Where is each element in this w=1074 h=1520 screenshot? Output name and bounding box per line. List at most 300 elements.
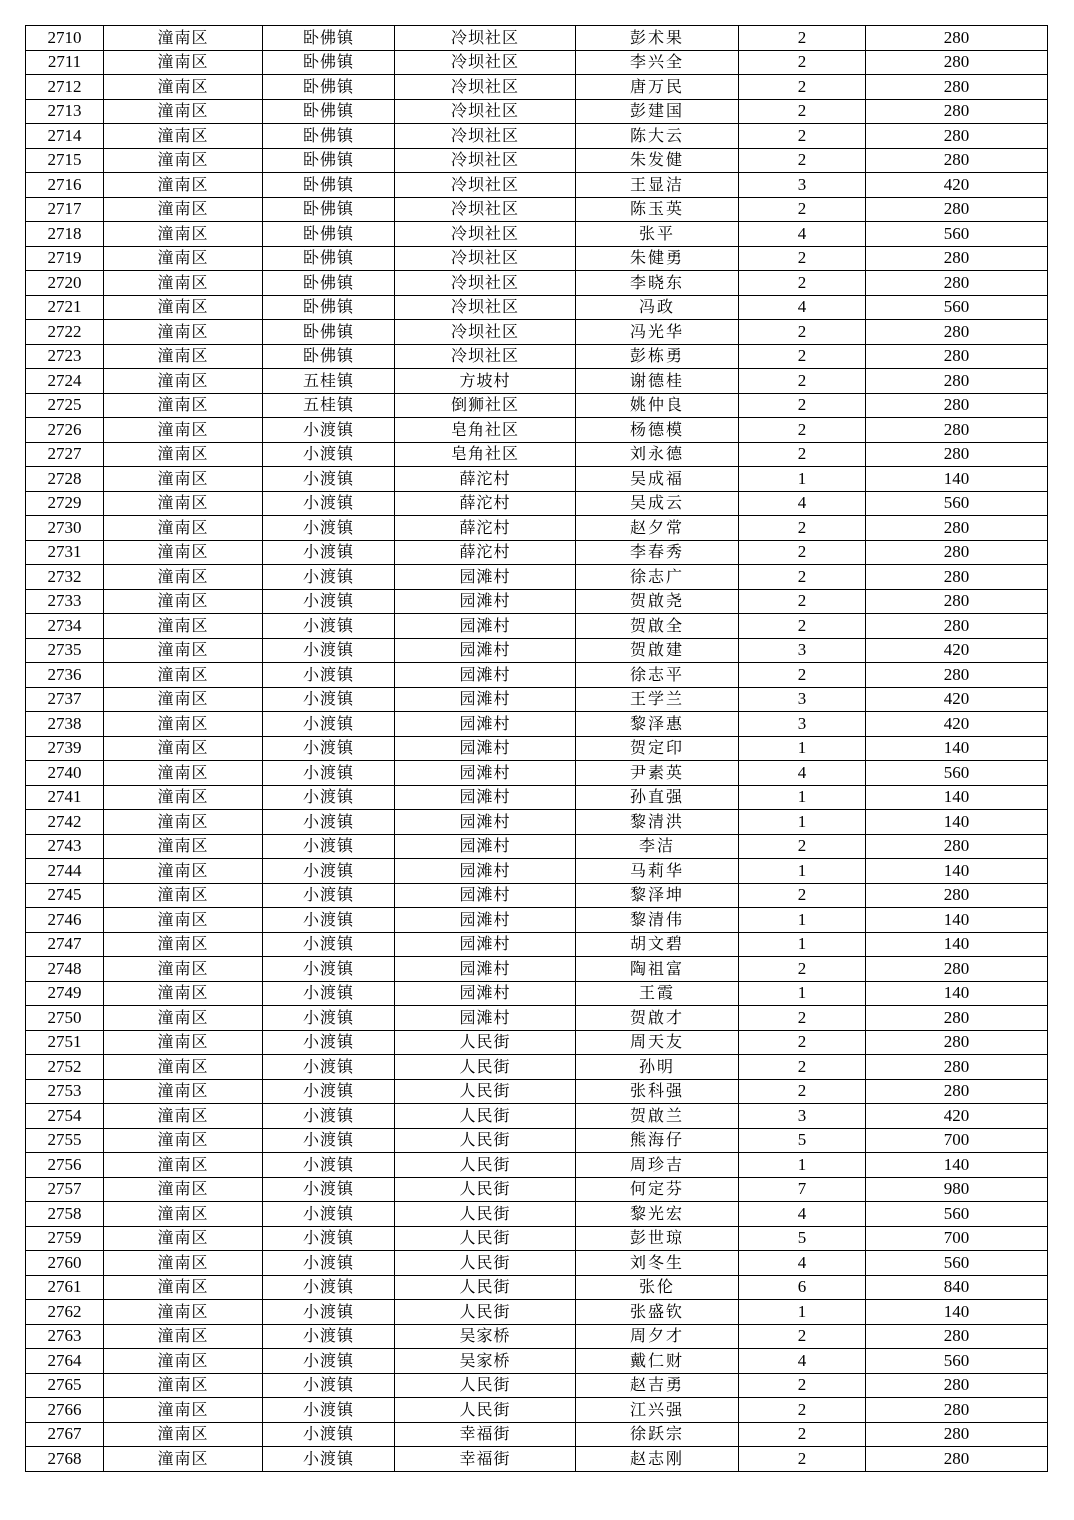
town-cell: 小渡镇 (263, 516, 395, 541)
household-count-cell: 2 (739, 1055, 866, 1080)
row-number: 2729 (26, 491, 104, 516)
name-cell: 孙明 (576, 1055, 739, 1080)
town-cell: 小渡镇 (263, 1324, 395, 1349)
name-cell: 杨德模 (576, 418, 739, 443)
town-cell: 卧佛镇 (263, 295, 395, 320)
amount-cell: 280 (866, 1398, 1048, 1423)
household-count-cell: 1 (739, 1300, 866, 1325)
table-row (26, 687, 1048, 712)
row-number: 2747 (26, 932, 104, 957)
household-count-cell: 2 (739, 246, 866, 271)
name-cell: 刘冬生 (576, 1251, 739, 1276)
name-cell: 马莉华 (576, 859, 739, 884)
household-count-cell: 2 (739, 614, 866, 639)
household-count-cell: 5 (739, 1226, 866, 1251)
district-cell: 潼南区 (104, 320, 263, 345)
amount-cell: 280 (866, 50, 1048, 75)
name-cell: 戴仁财 (576, 1349, 739, 1374)
table-row (26, 908, 1048, 933)
row-number: 2743 (26, 834, 104, 859)
town-cell: 小渡镇 (263, 1251, 395, 1276)
household-count-cell: 2 (739, 320, 866, 345)
village-cell: 薛沱村 (395, 516, 576, 541)
district-cell: 潼南区 (104, 1300, 263, 1325)
table-row (26, 442, 1048, 467)
name-cell: 周天友 (576, 1030, 739, 1055)
row-number: 2746 (26, 908, 104, 933)
amount-cell: 280 (866, 883, 1048, 908)
table-row (26, 50, 1048, 75)
household-count-cell: 6 (739, 1275, 866, 1300)
town-cell: 卧佛镇 (263, 173, 395, 198)
district-cell: 潼南区 (104, 1006, 263, 1031)
district-cell: 潼南区 (104, 883, 263, 908)
name-cell: 周夕才 (576, 1324, 739, 1349)
table-row (26, 663, 1048, 688)
row-number: 2710 (26, 26, 104, 51)
household-count-cell: 5 (739, 1128, 866, 1153)
amount-cell: 280 (866, 369, 1048, 394)
table-row (26, 75, 1048, 100)
amount-cell: 280 (866, 663, 1048, 688)
household-count-cell: 1 (739, 981, 866, 1006)
town-cell: 小渡镇 (263, 1300, 395, 1325)
town-cell: 卧佛镇 (263, 344, 395, 369)
household-count-cell: 4 (739, 1202, 866, 1227)
row-number: 2714 (26, 124, 104, 149)
amount-cell: 140 (866, 785, 1048, 810)
name-cell: 何定芬 (576, 1177, 739, 1202)
row-number: 2750 (26, 1006, 104, 1031)
amount-cell: 280 (866, 99, 1048, 124)
table-row (26, 736, 1048, 761)
district-cell: 潼南区 (104, 638, 263, 663)
row-number: 2717 (26, 197, 104, 222)
town-cell: 小渡镇 (263, 614, 395, 639)
village-cell: 人民街 (395, 1055, 576, 1080)
table-row (26, 1300, 1048, 1325)
district-cell: 潼南区 (104, 1398, 263, 1423)
name-cell: 黎泽坤 (576, 883, 739, 908)
district-cell: 潼南区 (104, 1422, 263, 1447)
village-cell: 倒狮社区 (395, 393, 576, 418)
district-cell: 潼南区 (104, 614, 263, 639)
table-row (26, 540, 1048, 565)
row-number: 2738 (26, 712, 104, 737)
town-cell: 小渡镇 (263, 1275, 395, 1300)
name-cell: 吴成福 (576, 467, 739, 492)
amount-cell: 280 (866, 957, 1048, 982)
village-cell: 冷坝社区 (395, 271, 576, 296)
row-number: 2732 (26, 565, 104, 590)
village-cell: 园滩村 (395, 883, 576, 908)
district-cell: 潼南区 (104, 785, 263, 810)
row-number: 2737 (26, 687, 104, 712)
town-cell: 小渡镇 (263, 1373, 395, 1398)
table-row (26, 614, 1048, 639)
household-count-cell: 2 (739, 883, 866, 908)
name-cell: 王显洁 (576, 173, 739, 198)
table-row (26, 1398, 1048, 1423)
household-count-cell: 1 (739, 467, 866, 492)
amount-cell: 280 (866, 589, 1048, 614)
district-cell: 潼南区 (104, 295, 263, 320)
town-cell: 卧佛镇 (263, 26, 395, 51)
amount-cell: 140 (866, 736, 1048, 761)
name-cell: 孙直强 (576, 785, 739, 810)
table-row (26, 638, 1048, 663)
district-cell: 潼南区 (104, 467, 263, 492)
district-cell: 潼南区 (104, 908, 263, 933)
row-number: 2730 (26, 516, 104, 541)
amount-cell: 560 (866, 222, 1048, 247)
table-row (26, 320, 1048, 345)
town-cell: 小渡镇 (263, 1055, 395, 1080)
town-cell: 卧佛镇 (263, 50, 395, 75)
household-count-cell: 4 (739, 1251, 866, 1276)
household-count-cell: 2 (739, 26, 866, 51)
name-cell: 彭栋勇 (576, 344, 739, 369)
household-count-cell: 2 (739, 271, 866, 296)
amount-cell: 280 (866, 442, 1048, 467)
name-cell: 贺啟兰 (576, 1104, 739, 1129)
household-count-cell: 3 (739, 687, 866, 712)
town-cell: 五桂镇 (263, 369, 395, 394)
table-row (26, 295, 1048, 320)
table-row (26, 1006, 1048, 1031)
amount-cell: 560 (866, 761, 1048, 786)
name-cell: 赵吉勇 (576, 1373, 739, 1398)
village-cell: 园滩村 (395, 589, 576, 614)
town-cell: 小渡镇 (263, 712, 395, 737)
household-count-cell: 2 (739, 124, 866, 149)
district-cell: 潼南区 (104, 712, 263, 737)
row-number: 2763 (26, 1324, 104, 1349)
row-number: 2725 (26, 393, 104, 418)
name-cell: 彭世琼 (576, 1226, 739, 1251)
row-number: 2731 (26, 540, 104, 565)
name-cell: 冯光华 (576, 320, 739, 345)
district-cell: 潼南区 (104, 393, 263, 418)
district-cell: 潼南区 (104, 1251, 263, 1276)
district-cell: 潼南区 (104, 222, 263, 247)
amount-cell: 420 (866, 1104, 1048, 1129)
household-count-cell: 4 (739, 761, 866, 786)
village-cell: 吴家桥 (395, 1349, 576, 1374)
name-cell: 贺啟建 (576, 638, 739, 663)
table-row (26, 565, 1048, 590)
district-cell: 潼南区 (104, 516, 263, 541)
table-row (26, 173, 1048, 198)
district-cell: 潼南区 (104, 957, 263, 982)
table-row (26, 589, 1048, 614)
row-number: 2766 (26, 1398, 104, 1423)
row-number: 2718 (26, 222, 104, 247)
household-count-cell: 4 (739, 295, 866, 320)
row-number: 2736 (26, 663, 104, 688)
district-cell: 潼南区 (104, 1030, 263, 1055)
district-cell: 潼南区 (104, 687, 263, 712)
table-row (26, 1177, 1048, 1202)
amount-cell: 700 (866, 1128, 1048, 1153)
household-count-cell: 2 (739, 516, 866, 541)
table-row (26, 761, 1048, 786)
village-cell: 冷坝社区 (395, 173, 576, 198)
village-cell: 园滩村 (395, 1006, 576, 1031)
amount-cell: 840 (866, 1275, 1048, 1300)
amount-cell: 280 (866, 1006, 1048, 1031)
village-cell: 冷坝社区 (395, 99, 576, 124)
household-count-cell: 2 (739, 393, 866, 418)
district-cell: 潼南区 (104, 761, 263, 786)
town-cell: 小渡镇 (263, 638, 395, 663)
amount-cell: 140 (866, 1300, 1048, 1325)
household-count-cell: 1 (739, 908, 866, 933)
row-number: 2751 (26, 1030, 104, 1055)
town-cell: 卧佛镇 (263, 124, 395, 149)
table-row (26, 393, 1048, 418)
district-cell: 潼南区 (104, 442, 263, 467)
village-cell: 冷坝社区 (395, 295, 576, 320)
village-cell: 园滩村 (395, 981, 576, 1006)
village-cell: 皂角社区 (395, 418, 576, 443)
village-cell: 冷坝社区 (395, 197, 576, 222)
amount-cell: 140 (866, 932, 1048, 957)
name-cell: 李春秀 (576, 540, 739, 565)
household-count-cell: 2 (739, 197, 866, 222)
table-row (26, 516, 1048, 541)
village-cell: 人民街 (395, 1079, 576, 1104)
village-cell: 园滩村 (395, 859, 576, 884)
district-cell: 潼南区 (104, 589, 263, 614)
household-count-cell: 2 (739, 50, 866, 75)
town-cell: 小渡镇 (263, 1226, 395, 1251)
town-cell: 小渡镇 (263, 589, 395, 614)
amount-cell: 280 (866, 1055, 1048, 1080)
table-row (26, 271, 1048, 296)
town-cell: 五桂镇 (263, 393, 395, 418)
household-count-cell: 1 (739, 859, 866, 884)
name-cell: 张盛钦 (576, 1300, 739, 1325)
amount-cell: 280 (866, 26, 1048, 51)
table-row (26, 1251, 1048, 1276)
household-count-cell: 2 (739, 369, 866, 394)
town-cell: 小渡镇 (263, 981, 395, 1006)
village-cell: 园滩村 (395, 663, 576, 688)
row-number: 2745 (26, 883, 104, 908)
district-cell: 潼南区 (104, 1324, 263, 1349)
town-cell: 小渡镇 (263, 687, 395, 712)
household-count-cell: 2 (739, 1030, 866, 1055)
amount-cell: 420 (866, 638, 1048, 663)
name-cell: 冯政 (576, 295, 739, 320)
relief-roster-table (25, 25, 1048, 1472)
row-number: 2739 (26, 736, 104, 761)
table-row (26, 197, 1048, 222)
district-cell: 潼南区 (104, 75, 263, 100)
table-row (26, 369, 1048, 394)
household-count-cell: 2 (739, 1324, 866, 1349)
village-cell: 人民街 (395, 1251, 576, 1276)
row-number: 2761 (26, 1275, 104, 1300)
village-cell: 薛沱村 (395, 491, 576, 516)
town-cell: 小渡镇 (263, 491, 395, 516)
amount-cell: 280 (866, 271, 1048, 296)
name-cell: 贺啟尧 (576, 589, 739, 614)
household-count-cell: 2 (739, 565, 866, 590)
name-cell: 贺啟全 (576, 614, 739, 639)
village-cell: 园滩村 (395, 687, 576, 712)
town-cell: 小渡镇 (263, 736, 395, 761)
household-count-cell: 2 (739, 1398, 866, 1423)
name-cell: 贺定印 (576, 736, 739, 761)
village-cell: 冷坝社区 (395, 320, 576, 345)
district-cell: 潼南区 (104, 271, 263, 296)
district-cell: 潼南区 (104, 246, 263, 271)
village-cell: 园滩村 (395, 736, 576, 761)
amount-cell: 420 (866, 687, 1048, 712)
amount-cell: 140 (866, 981, 1048, 1006)
amount-cell: 280 (866, 320, 1048, 345)
row-number: 2765 (26, 1373, 104, 1398)
row-number: 2759 (26, 1226, 104, 1251)
row-number: 2719 (26, 246, 104, 271)
district-cell: 潼南区 (104, 491, 263, 516)
table-row (26, 344, 1048, 369)
amount-cell: 280 (866, 1373, 1048, 1398)
district-cell: 潼南区 (104, 932, 263, 957)
household-count-cell: 1 (739, 785, 866, 810)
village-cell: 园滩村 (395, 638, 576, 663)
amount-cell: 140 (866, 859, 1048, 884)
village-cell: 冷坝社区 (395, 124, 576, 149)
table-body (26, 26, 1048, 1472)
town-cell: 小渡镇 (263, 1422, 395, 1447)
town-cell: 小渡镇 (263, 565, 395, 590)
amount-cell: 280 (866, 1324, 1048, 1349)
table-row (26, 1275, 1048, 1300)
town-cell: 小渡镇 (263, 1177, 395, 1202)
village-cell: 薛沱村 (395, 540, 576, 565)
district-cell: 潼南区 (104, 148, 263, 173)
household-count-cell: 4 (739, 222, 866, 247)
village-cell: 园滩村 (395, 908, 576, 933)
table-row (26, 712, 1048, 737)
amount-cell: 140 (866, 1153, 1048, 1178)
row-number: 2712 (26, 75, 104, 100)
town-cell: 小渡镇 (263, 467, 395, 492)
village-cell: 吴家桥 (395, 1324, 576, 1349)
name-cell: 彭术果 (576, 26, 739, 51)
district-cell: 潼南区 (104, 1349, 263, 1374)
village-cell: 人民街 (395, 1398, 576, 1423)
table-row (26, 1324, 1048, 1349)
district-cell: 潼南区 (104, 344, 263, 369)
village-cell: 园滩村 (395, 712, 576, 737)
village-cell: 园滩村 (395, 810, 576, 835)
table-row (26, 148, 1048, 173)
village-cell: 薛沱村 (395, 467, 576, 492)
row-number: 2749 (26, 981, 104, 1006)
row-number: 2713 (26, 99, 104, 124)
town-cell: 小渡镇 (263, 1128, 395, 1153)
district-cell: 潼南区 (104, 810, 263, 835)
village-cell: 园滩村 (395, 785, 576, 810)
name-cell: 周珍吉 (576, 1153, 739, 1178)
town-cell: 卧佛镇 (263, 99, 395, 124)
amount-cell: 280 (866, 516, 1048, 541)
village-cell: 人民街 (395, 1373, 576, 1398)
village-cell: 冷坝社区 (395, 246, 576, 271)
town-cell: 小渡镇 (263, 810, 395, 835)
district-cell: 潼南区 (104, 565, 263, 590)
household-count-cell: 1 (739, 736, 866, 761)
name-cell: 陈玉英 (576, 197, 739, 222)
amount-cell: 280 (866, 148, 1048, 173)
row-number: 2734 (26, 614, 104, 639)
name-cell: 姚仲良 (576, 393, 739, 418)
village-cell: 幸福街 (395, 1447, 576, 1472)
amount-cell: 980 (866, 1177, 1048, 1202)
village-cell: 园滩村 (395, 834, 576, 859)
table-row (26, 26, 1048, 51)
row-number: 2755 (26, 1128, 104, 1153)
village-cell: 冷坝社区 (395, 50, 576, 75)
row-number: 2758 (26, 1202, 104, 1227)
amount-cell: 280 (866, 393, 1048, 418)
village-cell: 人民街 (395, 1104, 576, 1129)
table-row (26, 1422, 1048, 1447)
name-cell: 黎泽惠 (576, 712, 739, 737)
table-row (26, 1153, 1048, 1178)
district-cell: 潼南区 (104, 418, 263, 443)
town-cell: 小渡镇 (263, 1447, 395, 1472)
household-count-cell: 3 (739, 1104, 866, 1129)
amount-cell: 280 (866, 1447, 1048, 1472)
amount-cell: 420 (866, 712, 1048, 737)
row-number: 2728 (26, 467, 104, 492)
town-cell: 小渡镇 (263, 761, 395, 786)
town-cell: 卧佛镇 (263, 148, 395, 173)
town-cell: 小渡镇 (263, 883, 395, 908)
household-count-cell: 1 (739, 1153, 866, 1178)
household-count-cell: 3 (739, 173, 866, 198)
amount-cell: 420 (866, 173, 1048, 198)
village-cell: 方坡村 (395, 369, 576, 394)
town-cell: 小渡镇 (263, 442, 395, 467)
district-cell: 潼南区 (104, 50, 263, 75)
name-cell: 陶祖富 (576, 957, 739, 982)
row-number: 2757 (26, 1177, 104, 1202)
row-number: 2720 (26, 271, 104, 296)
name-cell: 胡文碧 (576, 932, 739, 957)
town-cell: 小渡镇 (263, 834, 395, 859)
name-cell: 赵志刚 (576, 1447, 739, 1472)
name-cell: 黎清伟 (576, 908, 739, 933)
district-cell: 潼南区 (104, 1447, 263, 1472)
name-cell: 王学兰 (576, 687, 739, 712)
row-number: 2764 (26, 1349, 104, 1374)
row-number: 2727 (26, 442, 104, 467)
town-cell: 小渡镇 (263, 908, 395, 933)
row-number: 2742 (26, 810, 104, 835)
row-number: 2721 (26, 295, 104, 320)
name-cell: 吴成云 (576, 491, 739, 516)
town-cell: 小渡镇 (263, 1398, 395, 1423)
name-cell: 徐志平 (576, 663, 739, 688)
table-row (26, 1055, 1048, 1080)
village-cell: 人民街 (395, 1300, 576, 1325)
